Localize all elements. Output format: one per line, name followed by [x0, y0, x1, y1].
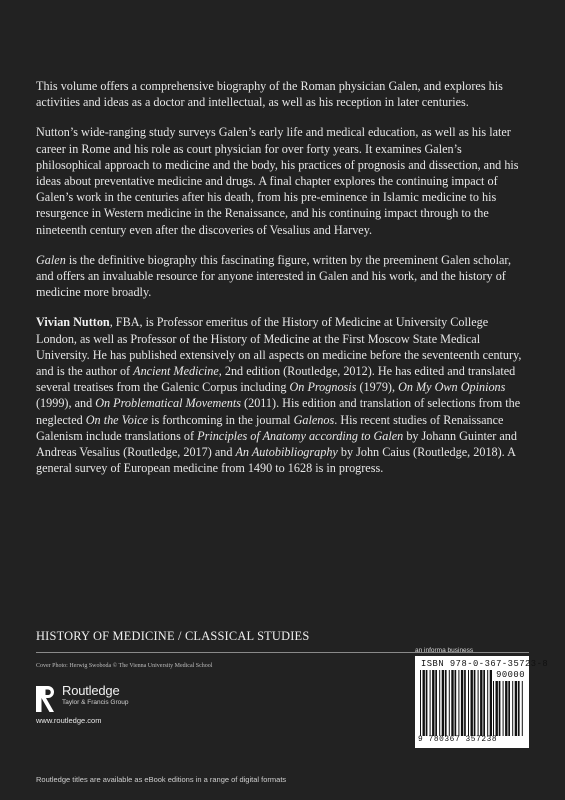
bio-title: Ancient Medicine: [133, 364, 219, 379]
addon-barcode-bars: [493, 681, 525, 736]
publisher-website[interactable]: www.routledge.com: [36, 716, 102, 725]
barcode-stripe: [490, 670, 492, 736]
author-name: Vivian Nutton: [36, 315, 110, 330]
ean-barcode-bars: [420, 670, 492, 736]
subject-category: HISTORY OF MEDICINE / CLASSICAL STUDIES: [36, 629, 310, 643]
barcode-stripe: [439, 670, 440, 736]
isbn-text: ISBN 978-0-367-35723-8: [421, 659, 549, 669]
barcode-digits: 9 780367 357238: [418, 736, 498, 744]
title-italic: Galen: [36, 252, 66, 267]
barcode-stripe: [518, 681, 520, 736]
barcode-stripe: [435, 670, 437, 736]
blurb-paragraph-3-text: is the definitive biography this fascinating figure, written by the preeminent Galen scholar, and offers an invaluable resource for anyone interested in Galen and his work, and the history of medicine more broadly.: [36, 252, 512, 300]
barcode-stripe: [430, 670, 431, 736]
bio-title: Galenos: [293, 412, 335, 427]
blurb-paragraph-2: Nutton’s wide-ranging study surveys Galen’s early life and medical education, as well as his later career in Rome and his role as court physician for over forty years. It examines Galen’s philosophical approach to medicine and the body, his practices of prognosis and dissection, and his ideas about preventative medicine and drugs. A final chapter explores the continuing impact of Galen’s work in the centuries after his death, from his pre-eminence in Islamic medicine to his resurgence in Western medicine in the Renaissance, and his continuing impact through to the nineteenth century even after the discoveries of Vesalius and Harvey.: [36, 125, 519, 237]
blurb-paragraph-3: [36, 252, 530, 301]
barcode-stripe: [442, 670, 444, 736]
bio-text: is forthcoming in the journal: [148, 412, 294, 427]
barcode-stripe: [493, 681, 494, 736]
bio-title: An Autobibliography: [235, 445, 338, 460]
blurb-paragraph-1: This volume offers a comprehensive biography of the Roman physician Galen, and explores his activities and ideas as a doctor and intellectual, as well as his reception in later centuries.: [36, 79, 503, 110]
barcode-stripe: [449, 670, 450, 736]
barcode-stripe: [423, 670, 425, 736]
barcode-stripe: [483, 670, 485, 736]
price-code: 90000: [496, 670, 525, 680]
routledge-r-icon: [36, 684, 56, 714]
isbn-barcode: [415, 656, 549, 748]
barcode-stripe: [522, 681, 523, 736]
barcode-stripe: [508, 681, 510, 736]
barcode-stripe: [432, 670, 434, 736]
ebook-note: Routledge titles are available as eBook editions in a range of digital formats: [36, 775, 287, 784]
barcode-stripe: [515, 681, 517, 736]
barcode-stripe: [468, 670, 469, 736]
bio-title: On My Own Opinions: [398, 380, 506, 395]
author-bio: [36, 314, 530, 476]
barcode-stripe: [464, 670, 466, 736]
barcode-stripe: [503, 681, 504, 736]
informa-label: an informa business: [415, 647, 474, 654]
bio-text: , FBA, is Professor emeritus of the History of Medicine at University College London, as well as Professor of the History of Medicine at the First Moscow State Medical University. He has published extensively on all aspects on medicine before the seventeenth century, and is the author of: [36, 315, 522, 379]
barcode-stripe: [420, 670, 421, 736]
bio-title: On Prognosis: [289, 380, 357, 395]
bio-title: On the Voice: [85, 412, 149, 427]
publisher-name: Routledge: [62, 683, 120, 698]
bio-text: (2011). His edition and translation of selections from the neglected: [36, 396, 521, 427]
barcode-stripe: [426, 670, 428, 736]
barcode-stripe: [458, 670, 459, 736]
barcode-stripe: [505, 681, 507, 736]
barcode-stripe: [445, 670, 447, 736]
barcode-stripe: [512, 681, 513, 736]
publisher-group: Taylor & Francis Group: [62, 699, 129, 706]
barcode-stripe: [487, 670, 488, 736]
bio-text: . His recent studies of Renaissance Galenism include translations of: [36, 412, 504, 443]
barcode-stripe: [499, 681, 501, 736]
barcode-stripe: [451, 670, 453, 736]
cover-photo-credit: Cover Photo: Herwig Swoboda © The Vienna University Medical School: [36, 663, 213, 669]
bio-text: , 2nd edition (Routledge, 2012). He has edited and translated several treatises from the Galenic Corpus including: [36, 364, 516, 395]
barcode-stripe: [455, 670, 457, 736]
barcode-stripe: [496, 681, 498, 736]
bio-text: (1999), and: [36, 396, 96, 411]
bio-title: On Problematical Movements: [95, 396, 241, 411]
bio-text: by John Caius (Routledge, 2018). A general survey of European medicine from 1490 to 1628 is in progress.: [36, 445, 516, 476]
routledge-logo: [36, 684, 128, 714]
barcode-stripe: [474, 670, 476, 736]
bio-text: (1979),: [356, 380, 399, 395]
barcode-stripe: [471, 670, 473, 736]
barcode-stripe: [480, 670, 482, 736]
bio-text: by Johann Guinter and Andreas Vesalius (Routledge, 2017) and: [36, 428, 517, 460]
barcode-stripe: [478, 670, 479, 736]
bio-title: Principles of Anatomy according to Galen: [197, 428, 404, 443]
back-cover-blurb: [36, 78, 530, 490]
barcode-stripe: [461, 670, 463, 736]
